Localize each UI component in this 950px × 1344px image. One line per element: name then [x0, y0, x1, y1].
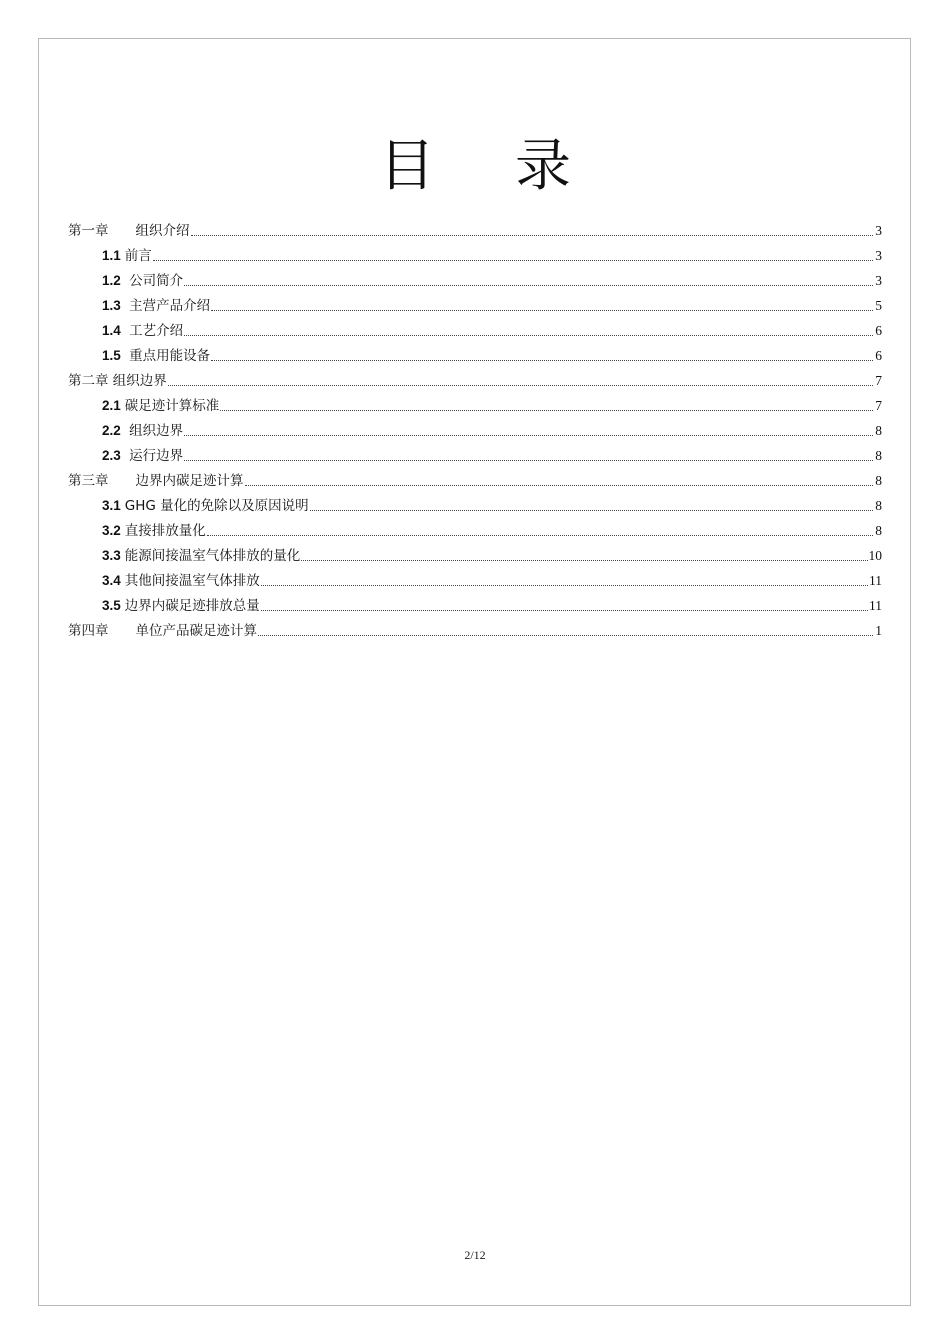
toc-page-number: 5: [875, 298, 882, 313]
toc-entry-label: 重点用能设备: [124, 348, 211, 364]
toc-section-number: 2.2: [102, 423, 121, 438]
toc-dot-leader: [184, 459, 873, 461]
toc-page-number: 7: [875, 398, 882, 413]
toc-section-entry[interactable]: [68, 341, 882, 366]
toc-page-number: 8: [875, 523, 882, 538]
toc-title: [0, 131, 950, 203]
toc-dot-leader: [261, 584, 868, 586]
toc-entry-label: 边界内碳足迹排放总量: [124, 598, 260, 614]
toc-entry-label: 第二章 组织边界: [68, 373, 167, 389]
toc-chapter-entry[interactable]: [68, 616, 882, 641]
toc-chapter-entry[interactable]: [68, 216, 882, 241]
toc-section-number: 3.2: [102, 523, 121, 538]
toc-section-number: 3.1: [102, 498, 121, 513]
toc-entry-label: 组织边界: [124, 423, 184, 439]
toc-entry-label: 碳足迹计算标准: [124, 398, 220, 414]
toc-section-number: 2.1: [102, 398, 121, 413]
toc-page-number: 7: [875, 373, 882, 388]
toc-dot-leader: [191, 234, 874, 236]
toc-page-number: 8: [875, 498, 882, 513]
toc-section-entry[interactable]: [68, 516, 882, 541]
toc-entry-label: 第四章 单位产品碳足迹计算: [68, 623, 257, 639]
toc-section-number: 3.4: [102, 573, 121, 588]
toc-page-number: 3: [875, 273, 882, 288]
toc-dot-leader: [211, 309, 873, 311]
toc-page-number: 6: [875, 348, 882, 363]
toc-entry-label: 运行边界: [124, 448, 184, 464]
toc-section-entry[interactable]: [68, 416, 882, 441]
toc-page-number: 8: [875, 448, 882, 463]
toc-dot-leader: [184, 284, 873, 286]
toc-entry-label: 能源间接温室气体排放的量化: [124, 548, 301, 564]
toc-section-entry[interactable]: [68, 541, 882, 566]
toc-entry-label: 工艺介绍: [124, 323, 184, 339]
toc-page-number: 11: [869, 573, 882, 588]
toc-dot-leader: [310, 509, 873, 511]
toc-page-number: 1: [875, 623, 882, 638]
toc-page-number: 3: [875, 248, 882, 263]
toc-section-number: 1.2: [102, 273, 121, 288]
toc-page-number: 8: [875, 423, 882, 438]
toc-section-entry[interactable]: [68, 316, 882, 341]
toc-page-number: 6: [875, 323, 882, 338]
toc-section-entry[interactable]: [68, 591, 882, 616]
page-number: 2/12: [464, 1248, 486, 1262]
toc-dot-leader: [211, 359, 873, 361]
toc-entry-label: 直接排放量化: [124, 523, 206, 539]
toc-entry-label: 主营产品介绍: [124, 298, 211, 314]
toc-section-entry[interactable]: [68, 241, 882, 266]
toc-dot-leader: [245, 484, 874, 486]
toc-dot-leader: [301, 559, 867, 561]
toc-page-number: 8: [875, 473, 882, 488]
toc-section-entry[interactable]: [68, 391, 882, 416]
toc-chapter-entry[interactable]: [68, 466, 882, 491]
toc-section-entry[interactable]: [68, 291, 882, 316]
toc-entry-label: 公司简介: [124, 273, 184, 289]
toc-entry-label: 第一章 组织介绍: [68, 223, 190, 239]
toc-section-entry[interactable]: [68, 441, 882, 466]
toc-entry-label: 其他间接温室气体排放: [124, 573, 260, 589]
table-of-contents: [68, 216, 882, 641]
toc-section-entry[interactable]: [68, 491, 882, 516]
toc-section-number: 1.1: [102, 248, 121, 263]
toc-section-number: 1.4: [102, 323, 121, 338]
toc-dot-leader: [168, 384, 873, 386]
toc-entry-label: GHG 量化的免除以及原因说明: [124, 498, 309, 514]
toc-section-number: 3.5: [102, 598, 121, 613]
toc-page-number: 11: [869, 598, 882, 613]
toc-page-number: 3: [875, 223, 882, 238]
toc-dot-leader: [258, 634, 873, 636]
toc-section-number: 2.3: [102, 448, 121, 463]
toc-dot-leader: [261, 609, 868, 611]
toc-dot-leader: [220, 409, 873, 411]
toc-dot-leader: [184, 334, 873, 336]
toc-title-char-2: 录: [515, 133, 571, 199]
toc-dot-leader: [207, 534, 873, 536]
toc-section-entry[interactable]: [68, 266, 882, 291]
toc-section-entry[interactable]: [68, 566, 882, 591]
toc-entry-label: 前言: [124, 248, 152, 264]
toc-entry-label: 第三章 边界内碳足迹计算: [68, 473, 244, 489]
toc-chapter-entry[interactable]: [68, 366, 882, 391]
toc-section-number: 1.5: [102, 348, 121, 363]
toc-dot-leader: [184, 434, 873, 436]
toc-title-char-1: 目: [379, 133, 435, 199]
toc-dot-leader: [153, 259, 873, 261]
toc-section-number: 3.3: [102, 548, 121, 563]
toc-section-number: 1.3: [102, 298, 121, 313]
toc-page-number: 10: [868, 548, 882, 563]
